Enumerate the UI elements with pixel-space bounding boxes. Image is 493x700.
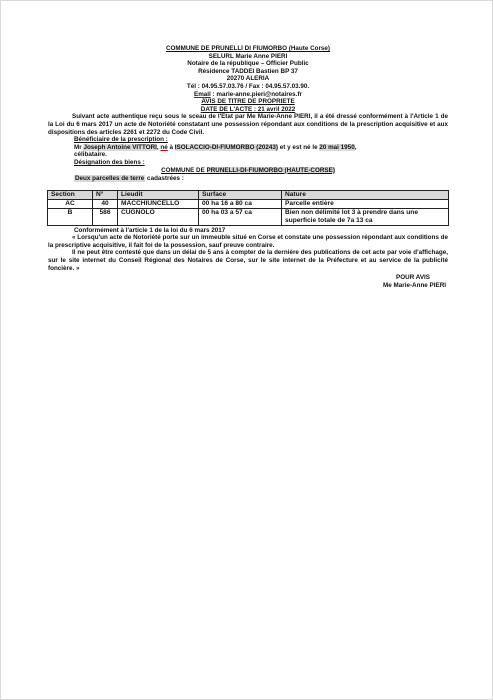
cell-surface: 00 ha 16 a 80 ca	[199, 199, 282, 208]
beneficiary-separator: ,	[156, 143, 161, 151]
property-commune-name: PRUNELLI-DI-FIUMORBO (HAUTE-CORSE)	[206, 166, 335, 174]
email-value: : marie-anne.pieri@notaires.fr	[210, 90, 302, 98]
beneficiary-birthplace: ISOLACCIO-DI-FIUMORBO (20243)	[174, 143, 279, 151]
beneficiary-status: célibataire.	[74, 151, 107, 159]
table-header-row	[48, 190, 449, 199]
notice-document	[48, 45, 448, 289]
intro-paragraph: Suivant acte authentique reçu sous le sceau de l'Etat par Me Marie-Anne PIERI, il a été dressé conformément à l'Article 1 de la Loi du 6 mars 2017 un acte de Notoriété constatant une possession répondant aux conditions de la prescription acquisitive et aux dispositions des articles 2261 et 2272 du Code Civil.	[48, 113, 448, 136]
phone-fax-line: Tél : 04.95.57.03.76 / Fax : 04.95.57.03.90.	[186, 82, 310, 90]
signature-block	[48, 274, 448, 289]
col-lieudit: Lieudit	[118, 190, 199, 199]
col-section: Section	[48, 190, 93, 199]
email-label: Email	[194, 90, 211, 98]
cell-nature: Bien non délimité lot 3 à prendre dans une superficie totale de 7a 13 ca	[282, 208, 449, 225]
beneficiary-heading: Bénéficiaire de la prescription :	[74, 136, 168, 144]
cell-nature: Parcelle entière	[282, 199, 449, 208]
beneficiary-born-on: et y est né le	[278, 143, 320, 151]
signature-name: Me Marie-Anne PIERI	[383, 281, 446, 289]
legal-quote-1: « Lorsqu'un acte de Notoriété porte sur un immeuble situé en Corse et constate une possession répondant aux conditions de la prescriptive acquisitive, il fait foi de la possession, sauf preuve contraire.	[48, 234, 448, 249]
beneficiary-line	[74, 144, 448, 152]
beneficiary-prefix: Mr	[74, 143, 84, 151]
col-number: N°	[93, 190, 118, 199]
cell-section: B	[48, 208, 93, 225]
beneficiary-comma: ,	[354, 143, 357, 151]
parcels-line	[74, 175, 448, 183]
parcels-rest: cadastrées :	[145, 175, 184, 183]
table-row	[48, 208, 449, 225]
article-reference: Conformément à l'article 1 de la loi du 6 mars 2017	[74, 226, 226, 234]
col-surface: Surface	[199, 190, 282, 199]
beneficiary-born-word: né	[160, 143, 168, 151]
act-date: DATE DE L'ACTE : 21 avril 2022	[200, 105, 296, 113]
property-commune-prefix: COMMUNE DE	[161, 166, 207, 174]
cell-number: 586	[93, 208, 118, 225]
city-line: 20270 ALERIA	[226, 75, 270, 83]
beneficiary-at: à	[167, 143, 175, 151]
commune-title: COMMUNE DE PRUNELLI DI FIUMORBO (Haute Corse)	[165, 45, 331, 52]
parcels-count: Deux parcelles de terre	[75, 175, 145, 183]
residence-address: Résidence TADDEI Bastien BP 37	[198, 67, 298, 75]
cell-lieudit: MACCHIUNCELLO	[118, 199, 199, 208]
notary-title: Notaire de la république – Officier Public	[187, 60, 309, 68]
cell-number: 40	[93, 199, 118, 208]
table-row	[48, 199, 449, 208]
property-commune	[48, 167, 448, 175]
cell-lieudit: CUGNOLO	[118, 208, 199, 225]
email-line	[48, 91, 448, 99]
cell-surface: 00 ha 03 a 57 ca	[199, 208, 282, 225]
col-nature: Nature	[282, 190, 449, 199]
cell-section: AC	[48, 199, 93, 208]
legal-quote-2: Il ne peut être contesté que dans un délai de 5 ans à compter de la dernière des publications de cet acte par voie d'affichage, sur le site internet du Conseil Régional des Notaires de Corse, sur le site internet de la Préfecture et au service de la publicité foncière. »	[48, 249, 448, 272]
notice-title: AVIS DE TITRE DE PROPRIETE	[201, 98, 295, 106]
firm-name: SELURL Marie Anne PIERI	[208, 52, 288, 60]
beneficiary-name: Joseph Antoine VITTORI	[83, 143, 157, 151]
beneficiary-birthdate: 20 mai 1950	[319, 143, 355, 151]
cadastral-table	[47, 190, 449, 226]
designation-heading: Désignation des biens :	[74, 158, 145, 166]
signature-pour-avis: POUR AVIS	[396, 274, 430, 282]
letterhead	[48, 45, 448, 113]
